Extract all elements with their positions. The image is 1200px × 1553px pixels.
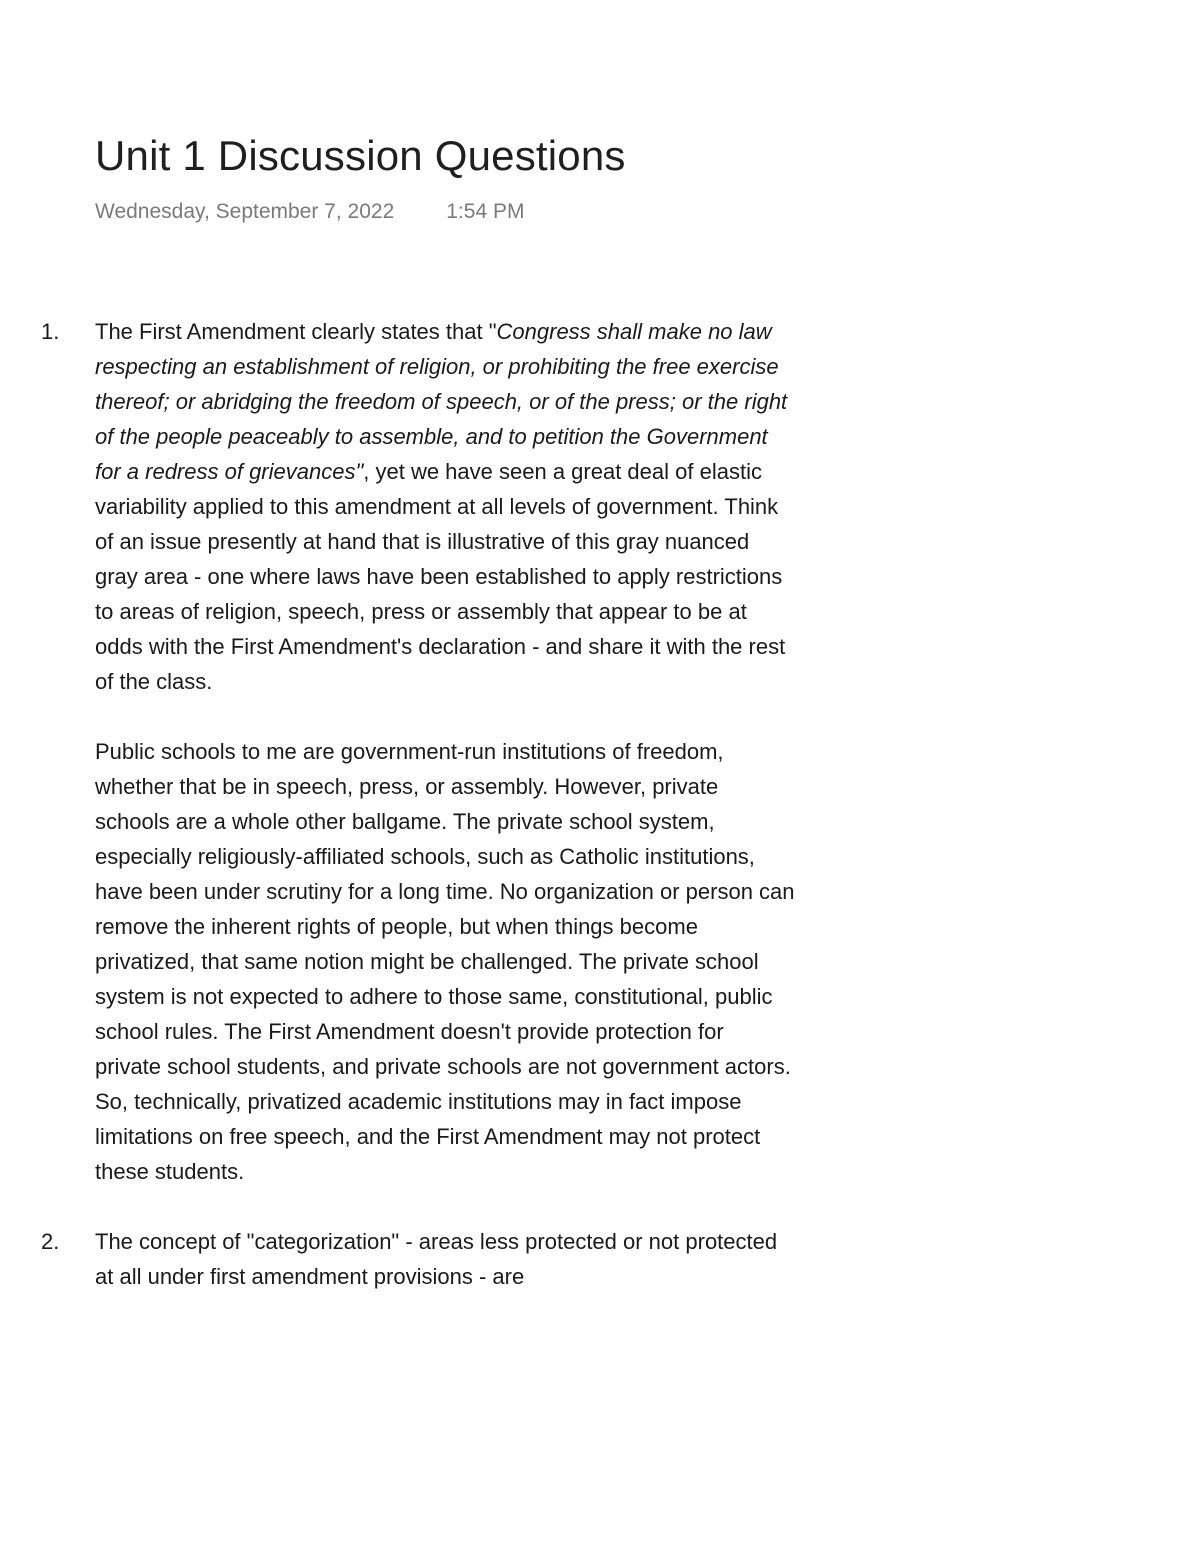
question-text [95, 314, 795, 699]
amendment-quote: Congress shall make no law respecting an establishment of religion, or prohibiting the free exercise thereof; or abridging the freedom of speech, or of the press; or the right of the people peaceably to assemble, and to petition the Government for a redress of grievances" [95, 319, 788, 484]
list-item [41, 1224, 795, 1294]
page-title: Unit 1 Discussion Questions [95, 132, 626, 179]
question-list [0, 314, 1200, 1294]
question-intro: The First Amendment clearly states that " [95, 319, 497, 344]
list-item [41, 314, 795, 1189]
note-date: Wednesday, September 7, 2022 [95, 200, 395, 223]
list-number: 1. [41, 319, 60, 344]
note-timestamp [95, 200, 524, 224]
list-number: 2. [41, 1229, 60, 1254]
answer-text: Public schools to me are government-run institutions of freedom, whether that be in speech, press, or assembly. However, private schools are a whole other ballgame. The private school system, especially religiously-affiliated schools, such as Catholic institutions, have been under scrutiny for a long time. No organization or person can remove the inherent rights of people, but when things become privatized, that same notion might be challenged. The private school system is not expected to adhere to those same, constitutional, public school rules. The First Amendment doesn't provide protection for private school students, and private schools are not government actors. So, technically, privatized academic institutions may in fact impose limitations on free speech, and the First Amendment may not protect these students. [95, 739, 795, 1184]
question-body: , yet we have seen a great deal of elastic variability applied to this amendment at all levels of government. Think of an issue presently at hand that is illustrative of this gray nuanced gray area - one where laws have been established to apply restrictions to areas of religion, speech, press or assembly that appear to be at odds with the First Amendment's declaration - and share it with the rest of the class. [95, 459, 786, 694]
note-time: 1:54 PM [446, 200, 525, 223]
question-text: The concept of "categorization" - areas less protected or not protected at all under first amendment provisions - are [95, 1229, 778, 1289]
